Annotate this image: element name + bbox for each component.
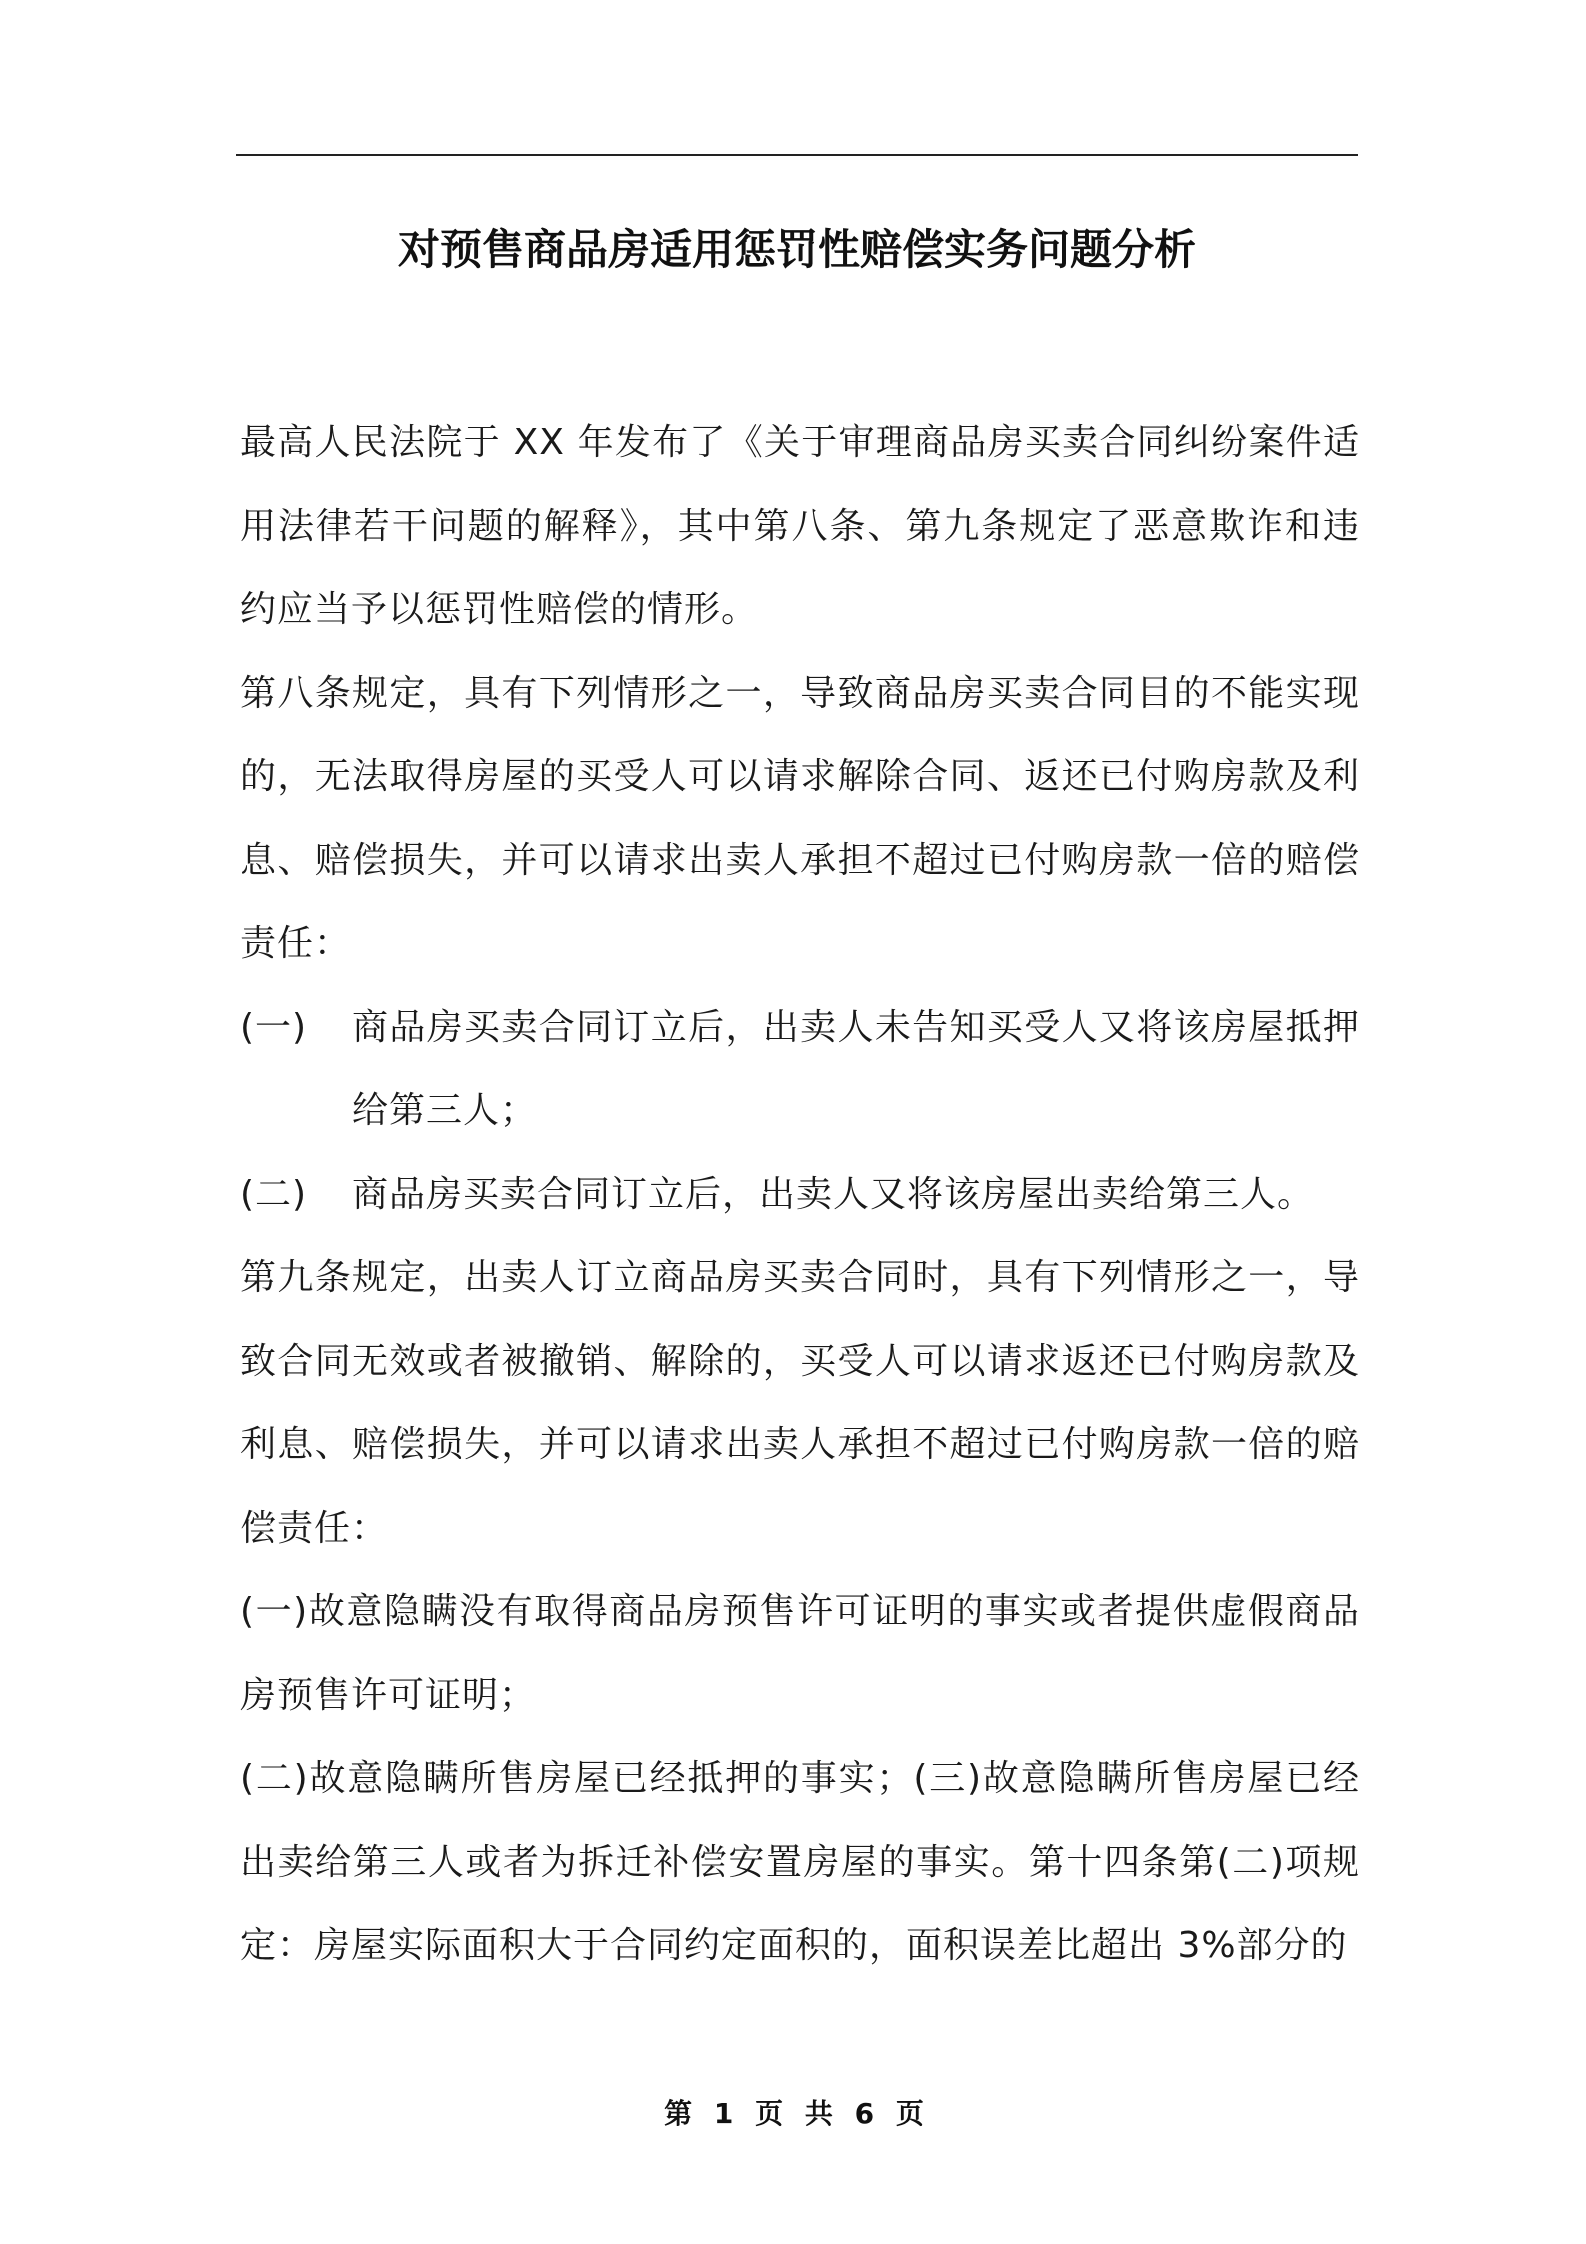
paragraph-article-9-item-1: (一)故意隐瞒没有取得商品房预售许可证明的事实或者提供虚假商品房预售许可证明；	[240, 1591, 1360, 1716]
page-number-footer: 第 1 页 共 6 页	[664, 2097, 930, 2130]
header-divider	[236, 154, 1358, 156]
list-item-text: 商品房买卖合同订立后，出卖人又将该房屋出卖给第三人。	[352, 1173, 1315, 1215]
paragraph-article-9: 第九条规定，出卖人订立商品房买卖合同时，具有下列情形之一，导致合同无效或者被撤销、解除的，买受人可以请求返还已付购房款及利息、赔偿损失，并可以请求出卖人承担不超过已付购房款一倍的赔偿责任：	[240, 1257, 1360, 1549]
list-item-text: 商品房买卖合同订立后，出卖人未告知买受人又将该房屋抵押给第三人；	[352, 1006, 1360, 1131]
paragraph-intro: 最高人民法院于 XX 年发布了《关于审理商品房买卖合同纠纷案件适用法律若干问题的解释》，其中第八条、第九条规定了恶意欺诈和违约应当予以惩罚性赔偿的情形。	[240, 422, 1360, 630]
list-item-article-8-1	[240, 986, 1360, 1153]
paragraph-article-8: 第八条规定，具有下列情形之一，导致商品房买卖合同目的不能实现的，无法取得房屋的买受人可以请求解除合同、返还已付购房款及利息、赔偿损失，并可以请求出卖人承担不超过已付购房款一倍的赔偿责任：	[240, 672, 1360, 964]
paragraph-article-9-item-2-3: (二)故意隐瞒所售房屋已经抵押的事实；(三)故意隐瞒所售房屋已经出卖给第三人或者为拆迁补偿安置房屋的事实。第十四条第(二)项规定：房屋实际面积大于合同约定面积的，面积误差比超出 3%部分的	[240, 1758, 1360, 1966]
list-marker: (二)	[240, 1173, 308, 1215]
document-title: 对预售商品房适用惩罚性赔偿实务问题分析	[397, 225, 1196, 274]
document-body	[240, 401, 1360, 1988]
list-item-article-8-2	[240, 1153, 1360, 1237]
list-marker: (一)	[240, 1006, 308, 1048]
